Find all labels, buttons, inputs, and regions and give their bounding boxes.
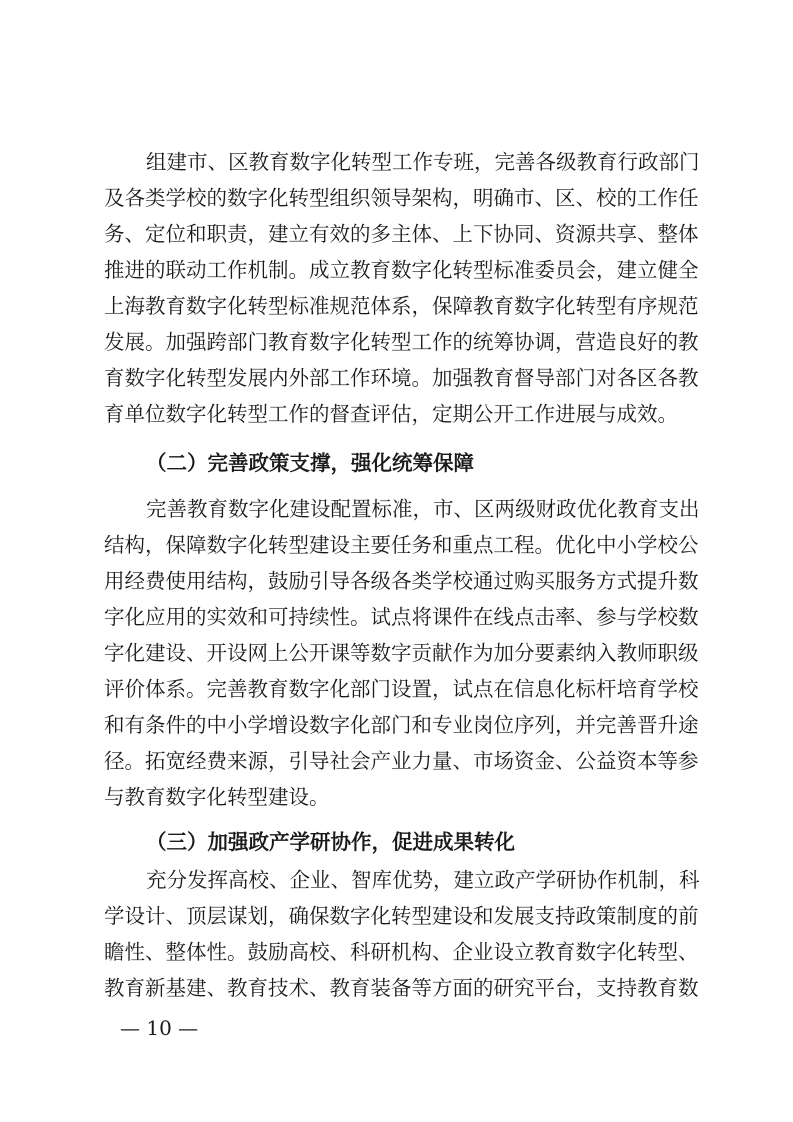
paragraph-line: 字化应用的实效和可持续性。试点将课件在线点击率、参与学校数 — [104, 605, 699, 629]
page-number: — 10 — — [120, 1016, 199, 1040]
paragraph-line: 用经费使用结构，鼓励引导各级各类学校通过购买服务方式提升数 — [104, 569, 699, 593]
section-heading: （三）加强政产学研协作，促进成果转化 — [146, 830, 515, 854]
paragraph-line: 瞻性、整体性。鼓励高校、科研机构、企业设立教育数字化转型、 — [104, 940, 699, 964]
paragraph-line: 充分发挥高校、企业、智库优势，建立政产学研协作机制，科 — [146, 868, 700, 892]
paragraph-line: 径。拓宽经费来源，引导社会产业力量、市场资金、公益资本等参 — [104, 749, 699, 773]
paragraph-line: 学设计、顶层谋划，确保数字化转型建设和发展支持政策制度的前 — [104, 904, 699, 928]
paragraph-line: 评价体系。完善教育数字化部门设置，试点在信息化标杆培育学校 — [104, 677, 699, 701]
paragraph-line: 结构，保障数字化转型建设主要任务和重点工程。优化中小学校公 — [104, 533, 699, 557]
paragraph-line: 组建市、区教育数字化转型工作专班，完善各级教育行政部门 — [146, 150, 700, 174]
paragraph-line: 字化建设、开设网上公开课等数字贡献作为加分要素纳入教师职级 — [104, 641, 699, 665]
paragraph-line: 推进的联动工作机制。成立教育数字化转型标准委员会，建立健全 — [104, 258, 699, 282]
paragraph-line: 育单位数字化转型工作的督查评估，定期公开工作进展与成效。 — [104, 402, 678, 426]
paragraph-line: 和有条件的中小学增设数字化部门和专业岗位序列，并完善晋升途 — [104, 713, 699, 737]
paragraph-line: 教育新基建、教育技术、教育装备等方面的研究平台，支持教育数 — [104, 976, 699, 1000]
paragraph-line: 及各类学校的数字化转型组织领导架构，明确市、区、校的工作任 — [104, 186, 699, 210]
section-heading: （二）完善政策支撑，强化统筹保障 — [146, 451, 474, 475]
paragraph-line: 上海教育数字化转型标准规范体系，保障教育数字化转型有序规范 — [104, 294, 699, 318]
paragraph-line: 发展。加强跨部门教育数字化转型工作的统筹协调，营造良好的教 — [104, 330, 699, 354]
paragraph-line: 完善教育数字化建设配置标准，市、区两级财政优化教育支出 — [146, 497, 700, 521]
paragraph-line: 与教育数字化转型建设。 — [104, 785, 330, 809]
paragraph-line: 育数字化转型发展内外部工作环境。加强教育督导部门对各区各教 — [104, 366, 699, 390]
paragraph-line: 务、定位和职责，建立有效的多主体、上下协同、资源共享、整体 — [104, 222, 699, 246]
